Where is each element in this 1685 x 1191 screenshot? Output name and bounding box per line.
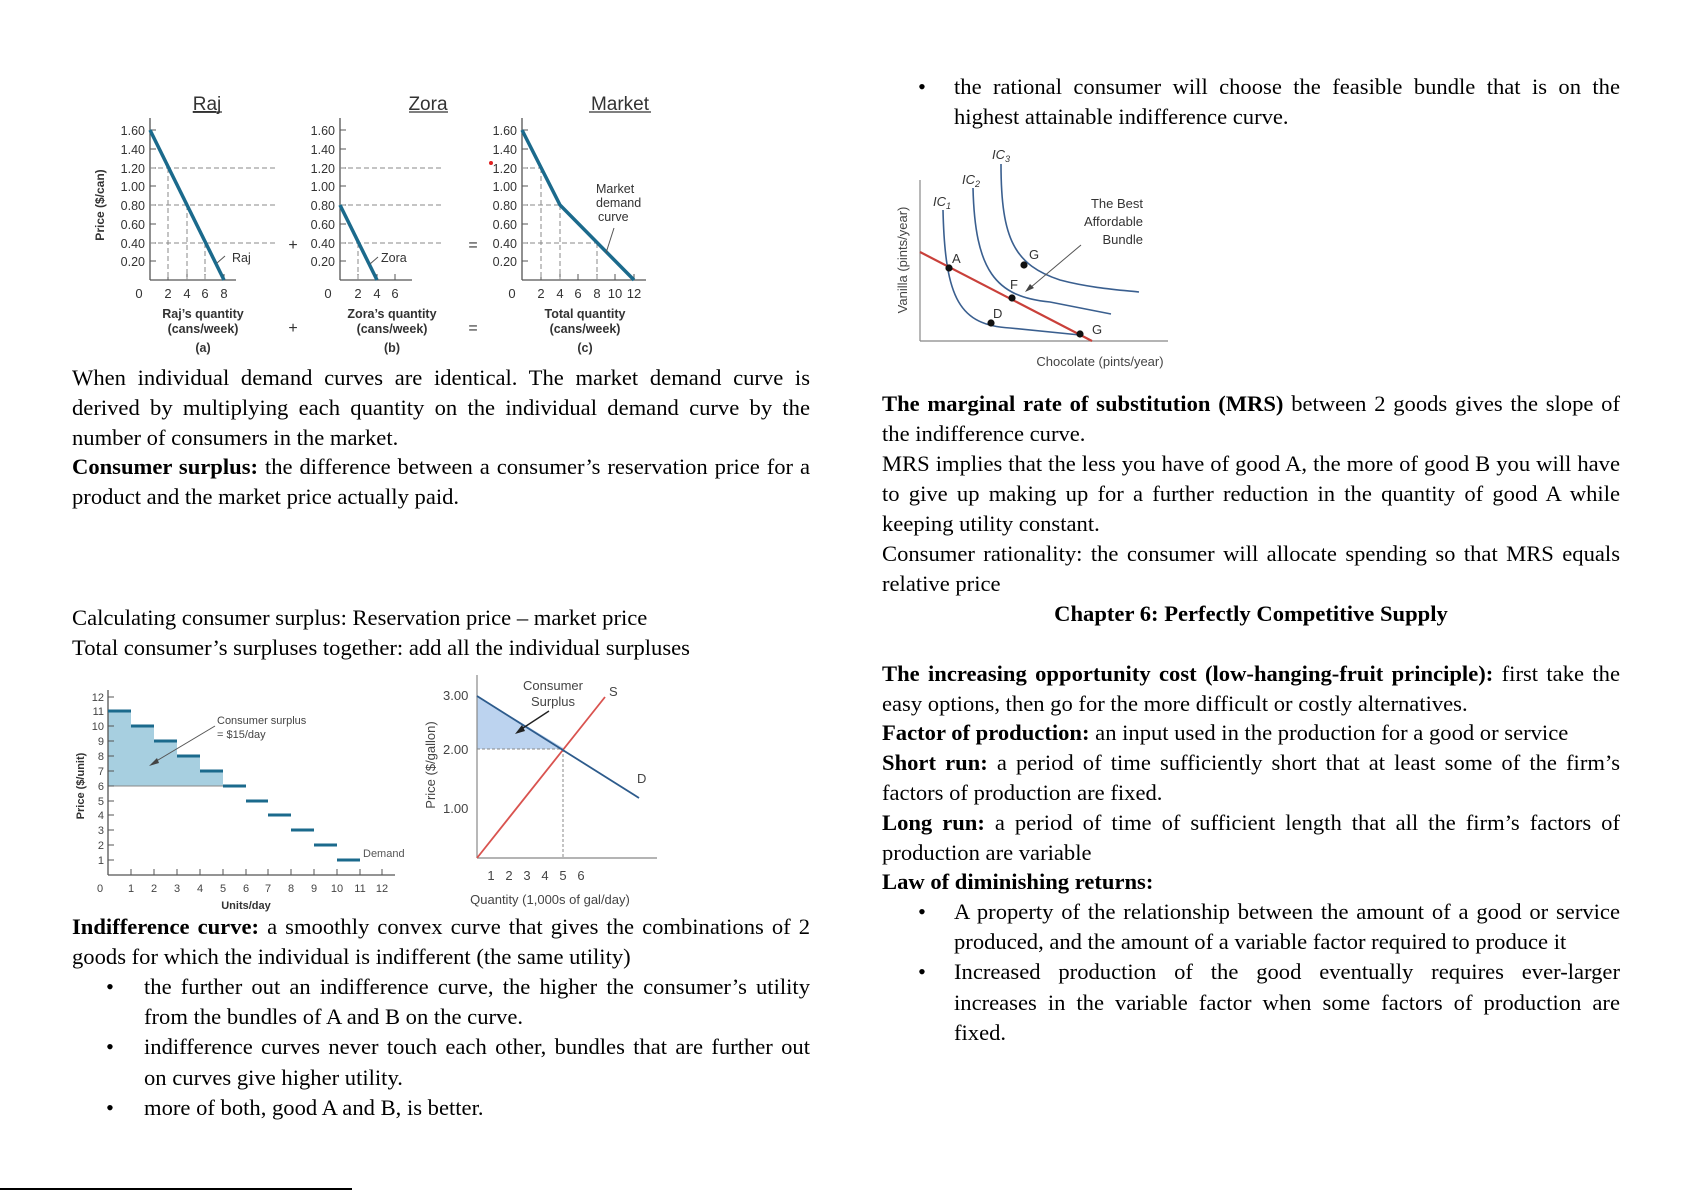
svg-text:0.60: 0.60 [310,218,335,232]
svg-text:Consumer surplus: Consumer surplus [217,715,307,727]
svg-text:1.40: 1.40 [492,143,517,157]
svg-text:(cans/week): (cans/week) [356,322,428,336]
svg-text:1.20: 1.20 [310,162,335,176]
diminishing-returns-bullets [882,897,1620,1048]
svg-text:0.80: 0.80 [310,199,335,213]
market-title: Market [590,94,650,115]
svg-text:6: 6 [201,286,209,301]
svg-text:The Best: The Best [1090,196,1143,211]
svg-text:0.40: 0.40 [492,237,517,251]
bullet-item: • Increased production of the good eventually requires ever-larger increases in the variable factor when some factors of production are fixed. [918,959,1620,1045]
svg-text:0.60: 0.60 [120,218,145,232]
plus-operator: + [288,237,298,254]
mrs-text: between 2 goods gives the slope of the indifference curve. [882,391,1620,447]
svg-text:5: 5 [97,796,104,808]
indifference-curve-chart [890,140,1190,380]
svg-text:6: 6 [97,781,104,793]
svg-text:8: 8 [97,751,104,763]
svg-text:6: 6 [391,286,399,301]
svg-text:6: 6 [242,883,250,895]
svg-text:Market: Market [596,182,635,196]
svg-text:(cans/week): (cans/week) [167,322,239,336]
svg-text:Total quantity: Total quantity [544,307,626,321]
svg-text:1: 1 [127,883,135,895]
svg-text:1.00: 1.00 [120,180,145,194]
bullet-icon: • [918,899,926,924]
svg-text:1.40: 1.40 [310,143,335,157]
demand-label-sd: D [637,771,647,786]
svg-text:G: G [1092,322,1103,337]
market-demand-paragraph [72,363,810,454]
svg-text:2: 2 [97,840,104,852]
indifference-bullets [106,972,810,1123]
svg-text:Bundle: Bundle [1102,232,1143,247]
bullet-item: • more of both, good A and B, is better. [106,1093,810,1123]
svg-text:1.60: 1.60 [310,124,335,138]
short-run: Short run: a period of time sufficiently short that at least some of the firm’s factors of production are fixed. [882,750,1620,806]
svg-text:4: 4 [183,286,191,301]
svg-text:Affordable: Affordable [1083,214,1143,229]
svg-text:1.00: 1.00 [310,180,335,194]
raj-panel [121,118,275,355]
consumer-surplus-definition [72,452,810,512]
bullet-icon: • [918,959,926,985]
svg-text:10: 10 [330,883,344,895]
supply-demand-chart [420,670,680,910]
svg-text:2: 2 [354,286,362,301]
increasing-opportunity-cost: The increasing opportunity cost (low-hanging-fruit principle): first take the easy options, then go for the more difficult or costly alternatives. [882,661,1620,717]
svg-text:Zora’s quantity: Zora’s quantity [347,307,437,321]
svg-text:=: = [468,320,478,337]
svg-text:0.40: 0.40 [310,237,335,251]
svg-text:1.20: 1.20 [120,162,145,176]
svg-text:0.40: 0.40 [120,237,145,251]
svg-text:1.60: 1.60 [120,124,145,138]
svg-text:0: 0 [508,286,516,301]
svg-text:3.00: 3.00 [443,688,469,703]
svg-text:0.20: 0.20 [492,255,517,269]
bullet-icon: • [106,974,114,999]
svg-text:10: 10 [607,286,623,301]
svg-text:A: A [952,251,961,266]
bullet-item: • the rational consumer will choose the feasible bundle that is on the highest attainable indifference curve. [918,74,1620,130]
svg-text:4: 4 [556,286,564,301]
zora-panel [311,118,442,355]
law-of-diminishing-returns: Law of diminishing returns: [882,869,1154,894]
zora-title: Zora [408,94,448,115]
mrs-term: The marginal rate of substitution (MRS) [882,391,1284,416]
indifference-text: a smoothly convex curve that gives the combinations of 2 goods for which the individual is indifferent (the same utility) [72,914,810,970]
svg-text:3: 3 [173,883,181,895]
step-chart-x-label: Units/day [221,900,271,912]
svg-text:curve: curve [598,210,629,224]
bullet-item: • indifference curves never touch each other, bundles that are further out on curves give higher utility. [106,1034,810,1090]
svg-text:1: 1 [487,868,495,883]
bullet-item: • A property of the relationship between the amount of a good or service produced, and the amount of a variable factor required to produce it [918,899,1620,955]
bullet-icon: • [918,74,926,99]
svg-text:3: 3 [523,868,531,883]
svg-text:1.60: 1.60 [492,124,517,138]
svg-text:11: 11 [354,883,366,895]
indifference-term: Indifference curve: [72,914,260,939]
calc-line: Calculating consumer surplus: Reservation price – market price [72,605,648,630]
svg-text:5: 5 [559,868,567,883]
svg-text:7: 7 [97,766,104,778]
ic-x-label: Chocolate (pints/year) [1036,354,1164,369]
svg-text:8: 8 [220,286,228,301]
svg-text:12: 12 [91,692,104,704]
long-run: Long run: a period of time of sufficient length that all the firm’s factors of production are variable [882,810,1620,866]
svg-text:0.80: 0.80 [492,199,517,213]
consumer-surplus-text: the difference between a consumer’s reservation price for a product and the market price actually paid. [72,454,811,510]
svg-text:Consumer: Consumer [523,678,583,693]
chapter-heading: Chapter 6: Perfectly Competitive Supply [1054,601,1448,626]
svg-text:4: 4 [373,286,381,301]
svg-text:1.00: 1.00 [492,180,517,194]
ic3-label: $IC_3$ [992,147,1011,164]
svg-text:9: 9 [97,736,104,748]
svg-text:6: 6 [574,286,582,301]
svg-text:G: G [1029,247,1040,262]
surplus-area [108,711,223,786]
svg-text:1: 1 [97,855,104,867]
rational-consumer-bullet [882,72,1620,132]
svg-text:+: + [288,320,298,337]
sd-x-label: Quantity (1,000s of gal/day) [470,892,630,907]
svg-text:Raj’s quantity: Raj’s quantity [162,307,244,321]
svg-text:0.60: 0.60 [492,218,517,232]
svg-text:1.20: 1.20 [492,162,517,176]
svg-text:10: 10 [91,721,104,733]
price-axis-label: Price ($/can) [93,169,107,241]
svg-text:0.80: 0.80 [120,199,145,213]
svg-text:4: 4 [196,883,204,895]
svg-text:1.40: 1.40 [120,143,145,157]
svg-text:2: 2 [164,286,172,301]
svg-text:5: 5 [219,883,227,895]
svg-text:11: 11 [92,706,104,718]
svg-text:2: 2 [537,286,545,301]
svg-text:(cans/week): (cans/week) [549,322,621,336]
svg-text:(a): (a) [195,341,211,355]
bullet-icon: • [106,1034,114,1060]
raj-title: Raj [192,94,222,115]
indifference-definition [72,912,810,972]
svg-text:= $15/day: = $15/day [217,729,266,741]
raj-curve-label: Raj [232,251,251,265]
total-line: Total consumer’s surpluses together: add all the individual surpluses [72,635,690,660]
svg-text:2: 2 [505,868,513,883]
svg-text:Surplus: Surplus [530,694,576,709]
svg-text:2: 2 [150,883,158,895]
zora-curve-label: Zora [381,251,407,265]
svg-text:1.00: 1.00 [443,801,469,816]
svg-text:9: 9 [310,883,318,895]
consumer-surplus-step-chart [65,685,410,915]
step-chart-y-label: Price ($/unit) [75,752,87,820]
svg-text:7: 7 [264,883,272,895]
market-demand-text: When individual demand curves are identical. The market demand curve is derived by multiplying each quantity on the individual demand curve by the number of consumers in the market. [72,365,810,451]
market-panel [489,118,646,355]
mrs-explanation: MRS implies that the less you have of good A, the more of good B you will have to give up making up for a further reduction in the quantity of good A while keeping utility constant. [882,451,1620,537]
svg-text:0: 0 [135,286,143,301]
footnote-separator [0,1188,352,1190]
bullet-icon: • [106,1094,114,1120]
svg-text:12: 12 [375,883,389,895]
svg-text:F: F [1010,277,1018,292]
factor-of-production: Factor of production: an input used in the production for a good or service [882,720,1569,745]
consumer-rationality: Consumer rationality: the consumer will allocate spending so that MRS equals relative price [882,541,1620,597]
bullet-item: • the further out an indifference curve, the higher the consumer’s utility from the bundles of A and B on the curve. [106,974,810,1030]
svg-text:0: 0 [324,286,332,301]
svg-text:3: 3 [97,825,104,837]
svg-text:0: 0 [96,883,104,895]
svg-text:demand: demand [596,196,642,210]
ic2-label: $IC_2$ [962,172,981,189]
sd-y-label: Price ($/gallon) [423,721,438,809]
svg-text:8: 8 [287,883,295,895]
supply-label: S [609,684,618,699]
ic1-curve [943,210,1080,335]
svg-text:6: 6 [577,868,585,883]
svg-text:8: 8 [593,286,601,301]
svg-text:0.20: 0.20 [310,255,335,269]
mrs-definition [882,389,1620,449]
svg-text:4: 4 [97,810,104,822]
svg-text:D: D [993,306,1003,321]
equals-operator: = [468,237,478,254]
demand-summation-figure [80,85,660,365]
svg-text:2.00: 2.00 [443,742,469,757]
svg-text:(c): (c) [577,341,593,355]
ic1-label: $IC_1$ [933,194,952,211]
svg-text:(b): (b) [384,341,400,355]
consumer-surplus-term: Consumer surplus: [72,454,259,479]
svg-text:4: 4 [541,868,549,883]
ic-y-label: Vanilla (pints/year) [895,206,910,314]
svg-text:12: 12 [626,286,642,301]
demand-label: Demand [363,848,405,860]
svg-text:0.20: 0.20 [120,255,145,269]
